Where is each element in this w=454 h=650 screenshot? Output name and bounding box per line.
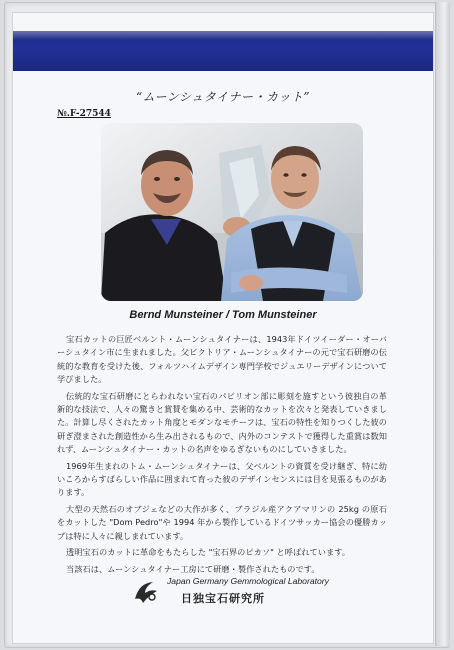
paragraph-4: 大型の天然石のオブジェなどの大作が多く、ブラジル産アクアマリンの 25kg の原石をカットした "Dom Pedro"や 1994 年から製作しているドイツサッカー協会の優勝カップは特に人々に親しまれています。 (57, 503, 387, 541)
paragraph-5: 透明宝石のカットに革命をもたらした "宝石界のピカソ" と呼ばれています。 (66, 547, 351, 558)
lab-logo-icon (131, 577, 161, 605)
description-text (57, 333, 387, 579)
case-spine (435, 2, 450, 646)
certificate-title: “ムーンシュタイナー・カット” (135, 90, 311, 104)
lab-name-english: Japan Germany Gemmological Laboratory (167, 576, 329, 586)
certificate-card (12, 12, 434, 644)
portrait-photo (101, 123, 363, 301)
portrait-illustration (101, 123, 363, 301)
paragraph-2: 伝統的な宝石研磨にとらわれない宝石のパビリオン部に彫刻を施すという彼独自の革新的な技法で、人々の驚きと賞賛を集める中、芸術的なカットを次々と発表していきました。計算し尽くされたカット角度とモダンなモチーフは、宝石の特性を知りつくした彼の研ぎ澄まされた創造性から生み出されるもので、内外のコンテストで獲得した重賞は数知れず、ムーンシュタイナー・カットの名声をゆるぎないものにしていきました。 (57, 390, 387, 455)
photo-caption: Bernd Munsteiner / Tom Munsteiner (129, 309, 317, 321)
laboratory-signature (131, 576, 391, 606)
certificate-number: №.F-27544 (57, 109, 111, 119)
paragraph-3: 1969年生まれのトム・ムーンシュタイナーは、父ベルントの資質を受け継ぎ、特に幼いころからすばらしい作品に囲まれて育った彼のデザインセンスには目を見張るものがあります。 (57, 460, 387, 498)
top-blue-banner (13, 31, 433, 71)
lab-name-japanese: 日独宝石研究所 (181, 592, 265, 605)
paragraph-1: 宝石カットの巨匠ベルント・ムーンシュタイナーは、1943年ドイツイーダー・オーバーシュタイン市に生まれました。父ビクトリア・ムーンシュタイナーの元で宝石研磨の伝統的な教育を受けた後、フォルツハイムデザイン専門学校でジュエリーデザインについて学びました。 (57, 334, 387, 385)
paragraph-6: 当該石は、ムーンシュタイナー工房にて研磨・製作されたものです。 (66, 563, 320, 574)
